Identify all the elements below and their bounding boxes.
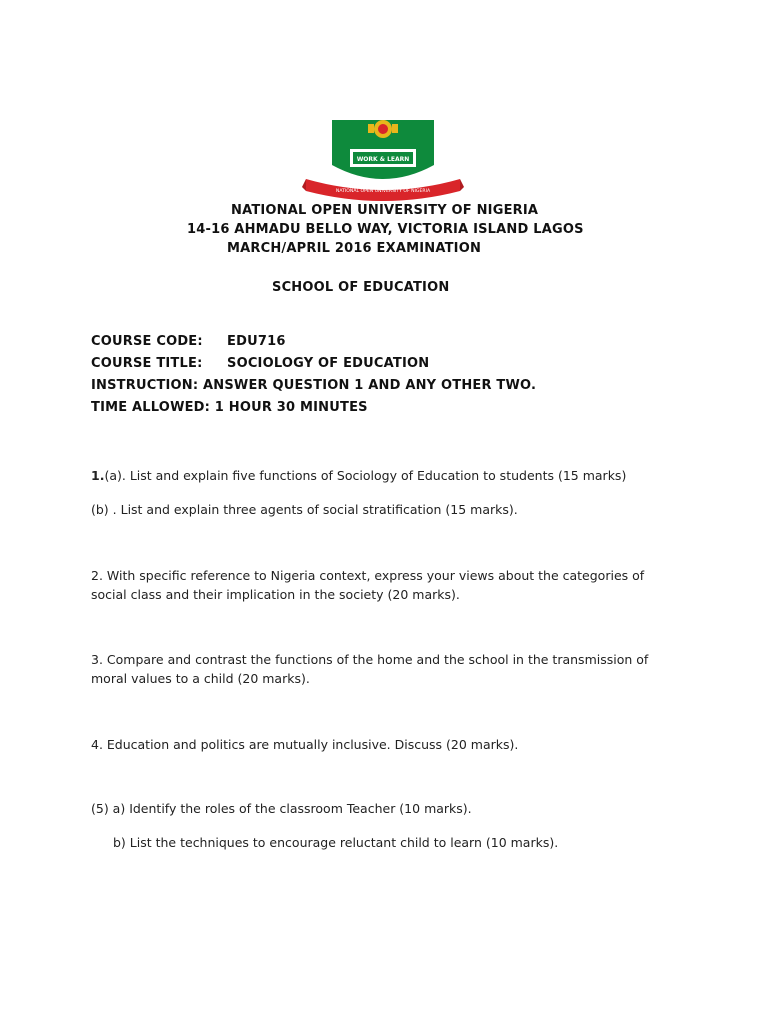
question-3: 3. Compare and contrast the functions of the home and the school in the transmission of moral values to a child (20 marks). — [91, 652, 649, 686]
instruction: INSTRUCTION: ANSWER QUESTION 1 AND ANY OTHER TWO. — [91, 378, 537, 393]
course-code-row — [91, 334, 286, 349]
logo-ribbon-text: NATIONAL OPEN UNIVERSITY OF NIGERIA — [335, 189, 431, 194]
time-allowed: TIME ALLOWED: 1 HOUR 30 MINUTES — [91, 400, 368, 415]
question-4: 4. Education and politics are mutually inclusive. Discuss (20 marks). — [91, 737, 519, 752]
exam-session: MARCH/APRIL 2016 EXAMINATION — [227, 241, 482, 256]
course-title-row — [91, 356, 430, 371]
course-code-label: COURSE CODE: — [91, 334, 203, 349]
question-5b: b) List the techniques to encourage reluctant child to learn (10 marks). — [113, 835, 559, 850]
logo-banner-text: WORK & LEARN — [356, 156, 410, 163]
question-2: 2. With specific reference to Nigeria context, express your views about the categories of social class and their implication in the society (20 marks). — [91, 568, 645, 602]
question-1-number: 1. — [91, 468, 105, 483]
question-5a: (5) a) Identify the roles of the classroom Teacher (10 marks). — [91, 801, 472, 816]
question-1b: (b) . List and explain three agents of social stratification (15 marks). — [91, 502, 518, 517]
question-1a — [91, 466, 691, 485]
question-1a-text: (a). List and explain five functions of Sociology of Education to students (15 marks) — [104, 468, 627, 483]
school-name: SCHOOL OF EDUCATION — [272, 280, 450, 295]
course-title-label: COURSE TITLE: — [91, 356, 203, 371]
university-logo — [302, 115, 464, 201]
course-code-value: EDU716 — [227, 334, 286, 349]
university-address: 14-16 AHMADU BELLO WAY, VICTORIA ISLAND LAGOS — [187, 222, 584, 237]
university-name: NATIONAL OPEN UNIVERSITY OF NIGERIA — [231, 203, 539, 218]
course-title-value: SOCIOLOGY OF EDUCATION — [227, 356, 430, 371]
